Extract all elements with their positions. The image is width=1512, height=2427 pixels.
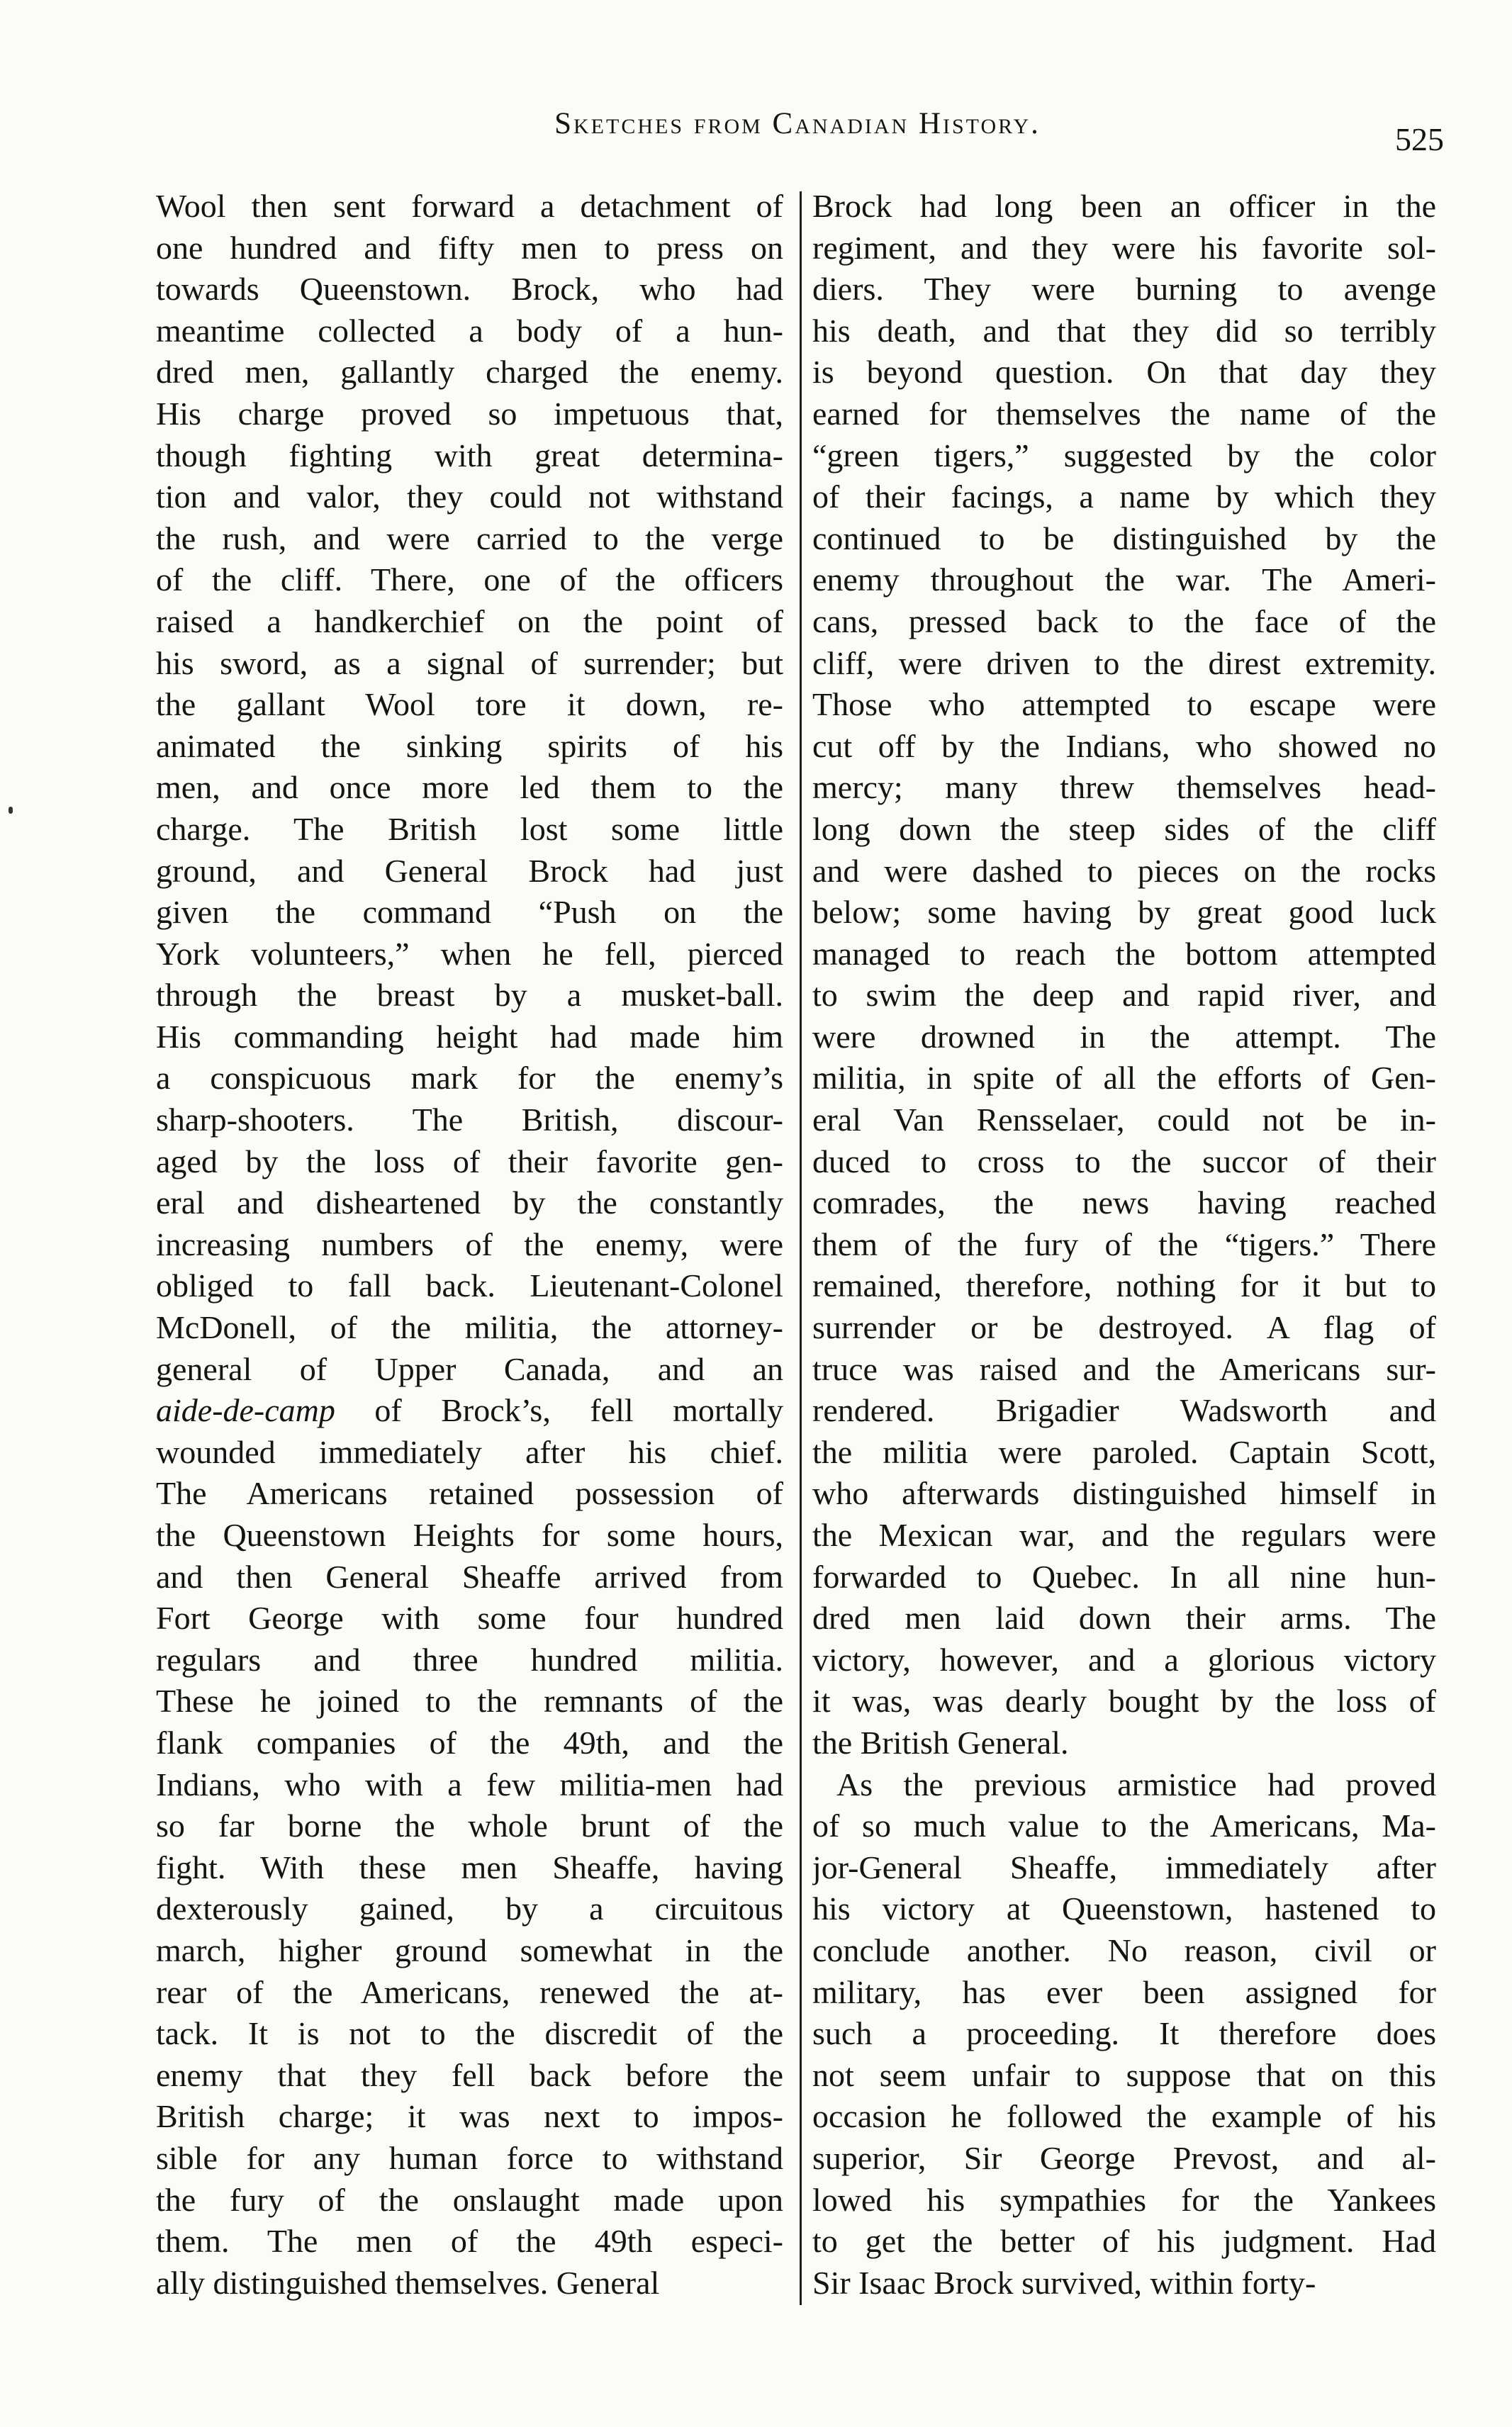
margin-speck [9,807,13,814]
text-line: regulars and three hundred militia. [156,1641,783,1678]
text-line: Fort George with some four hundred [156,1600,783,1637]
text-line: and were dashed to pieces on the rocks [812,852,1436,889]
text-line: ally distinguished themselves. General [156,2264,660,2301]
text-line: such a proceeding. It therefore does [812,2015,1436,2052]
text-line: McDonell, of the militia, the attorney- [156,1309,783,1346]
text-line: occasion he followed the example of his [812,2098,1436,2135]
text-line: the Queenstown Heights for some hours, [156,1517,783,1553]
text-line: sible for any human force to withstand [156,2139,783,2176]
text-line: dred men laid down their arms. The [812,1600,1436,1637]
text-line: forwarded to Quebec. In all nine hun- [812,1558,1436,1595]
text-line: so far borne the whole brunt of the [156,1807,783,1844]
text-line: The Americans retained possession of [156,1475,783,1512]
text-line: them of the fury of the “tigers.” There [812,1226,1436,1262]
text-line: towards Queenstown. Brock, who had [156,271,783,308]
text-line: enemy that they fell back before the [156,2056,783,2093]
text-line: cliff, were driven to the direst extremity. [812,644,1436,681]
text-line: obliged to fall back. Lieutenant-Colonel [156,1267,783,1304]
text-line: the British General. [812,1724,1069,1761]
text-line: the gallant Wool tore it down, re- [156,686,783,723]
page-number: 525 [1395,121,1444,157]
text-line: them. The men of the 49th especi- [156,2223,783,2260]
right-column [812,186,1436,2304]
text-line: mercy; many threw themselves head- [812,769,1436,806]
text-line: superior, Sir George Prevost, and al- [812,2139,1436,2176]
text-line: increasing numbers of the enemy, were [156,1226,783,1262]
text-line: As the previous armistice had proved [836,1766,1436,1803]
text-line: animated the sinking spirits of his [156,727,783,764]
text-line: aide-de-camp of Brock’s, fell mortally [156,1392,783,1429]
text-line: the Mexican war, and the regulars were [812,1517,1436,1553]
text-line: fight. With these men Sheaffe, having [156,1849,783,1885]
text-line: Brock had long been an officer in the [812,188,1436,224]
text-line: the rush, and were carried to the verge [156,520,783,556]
text-line: it was, was dearly bought by the loss of [812,1683,1436,1720]
text-line: eral Van Rensselaer, could not be in- [812,1102,1436,1138]
text-line: comrades, the news having reached [812,1184,1436,1221]
text-line: “green tigers,” suggested by the color [812,437,1436,473]
text-line: regiment, and they were his favorite sol- [812,229,1436,266]
text-line: continued to be distinguished by the [812,520,1436,556]
text-line: one hundred and fifty men to press on [156,229,783,266]
text-line: to swim the deep and rapid river, and [812,977,1436,1014]
text-line: Those who attempted to escape were [812,686,1436,723]
text-line: tion and valor, they could not withstand [156,478,783,515]
text-line: sharp-shooters. The British, discour- [156,1102,783,1138]
text-line: militia, in spite of all the efforts of Gen- [812,1060,1436,1097]
text-line: truce was raised and the Americans sur- [812,1350,1436,1387]
text-line: long down the steep sides of the cliff [812,810,1436,847]
text-line: meantime collected a body of a hun- [156,312,783,349]
text-line: enemy throughout the war. The Ameri- [812,561,1436,598]
text-line: given the command “Push on the [156,894,783,931]
text-line: surrender or be destroyed. A flag of [812,1309,1436,1346]
text-line: the militia were paroled. Captain Scott, [812,1433,1436,1470]
text-line: aged by the loss of their favorite gen- [156,1143,783,1179]
text-line: of so much value to the Americans, Ma- [812,1807,1436,1844]
text-line: diers. They were burning to avenge [812,271,1436,308]
text-line: conclude another. No reason, civil or [812,1932,1436,1968]
text-line: Wool then sent forward a detachment of [156,188,783,224]
text-line: march, higher ground somewhat in the [156,1932,783,1968]
text-line: military, has ever been assigned for [812,1973,1436,2010]
text-line: duced to cross to the succor of their [812,1143,1436,1179]
text-line: tack. It is not to the discredit of the [156,2015,783,2052]
running-header: Sketches from Canadian History. [554,107,1041,140]
text-line: of their facings, a name by which they [812,478,1436,515]
text-line: dexterously gained, by a circuitous [156,1890,783,1927]
text-line: wounded immediately after his chief. [156,1433,783,1470]
text-line: lowed his sympathies for the Yankees [812,2181,1436,2218]
text-line: raised a handkerchief on the point of [156,602,783,639]
text-line: earned for themselves the name of the [812,395,1436,432]
text-line: jor-General Sheaffe, immediately after [812,1849,1436,1885]
text-line: victory, however, and a glorious victory [812,1641,1436,1678]
text-line: and then General Sheaffe arrived from [156,1558,783,1595]
text-line: the fury of the onslaught made upon [156,2181,783,2218]
text-line: not seem unfair to suppose that on this [812,2056,1436,2093]
text-line: men, and once more led them to the [156,769,783,806]
text-line: his victory at Queenstown, hastened to [812,1890,1436,1927]
text-line: were drowned in the attempt. The [812,1018,1436,1055]
text-line: British charge; it was next to impos- [156,2098,783,2135]
left-column [156,186,783,2304]
text-line: his death, and that they did so terribly [812,312,1436,349]
text-line: rear of the Americans, renewed the at- [156,1973,783,2010]
text-line: managed to reach the bottom attempted [812,935,1436,972]
text-line: to get the better of his judgment. Had [812,2223,1436,2260]
text-line: a conspicuous mark for the enemy’s [156,1060,783,1097]
text-line: Sir Isaac Brock survived, within forty- [812,2264,1316,2301]
text-line: cut off by the Indians, who showed no [812,727,1436,764]
text-line: his sword, as a signal of surrender; but [156,644,783,681]
text-line: dred men, gallantly charged the enemy. [156,354,783,391]
text-line: general of Upper Canada, and an [156,1350,783,1387]
text-line: through the breast by a musket-ball. [156,977,783,1014]
text-line: is beyond question. On that day they [812,354,1436,391]
text-line: ground, and General Brock had just [156,852,783,889]
text-line: below; some having by great good luck [812,894,1436,931]
column-divider [800,191,802,2305]
text-line: Indians, who with a few militia-men had [156,1766,783,1803]
text-line: charge. The British lost some little [156,810,783,847]
text-line: who afterwards distinguished himself in [812,1475,1436,1512]
text-line: of the cliff. There, one of the officers [156,561,783,598]
text-line: York volunteers,” when he fell, pierced [156,935,783,972]
text-line: though fighting with great determina- [156,437,783,473]
text-line: His charge proved so impetuous that, [156,395,783,432]
text-line: These he joined to the remnants of the [156,1683,783,1720]
text-line: remained, therefore, nothing for it but to [812,1267,1436,1304]
text-line: rendered. Brigadier Wadsworth and [812,1392,1436,1429]
text-line: His commanding height had made him [156,1018,783,1055]
text-line: flank companies of the 49th, and the [156,1724,783,1761]
text-line: cans, pressed back to the face of the [812,602,1436,639]
text-line: eral and disheartened by the constantly [156,1184,783,1221]
